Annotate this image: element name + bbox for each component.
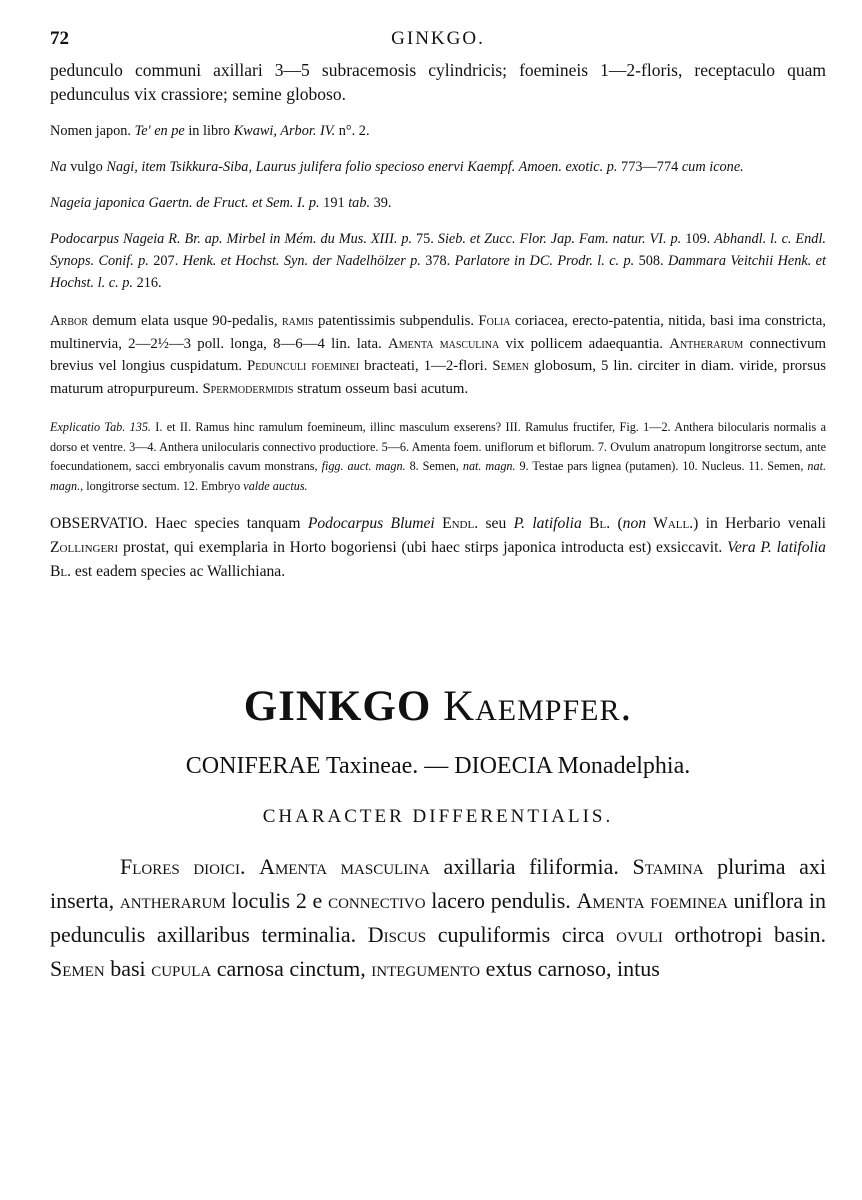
char-h: loculis 2 e (225, 888, 329, 913)
char-n: cupuliformis circa (426, 922, 617, 947)
syn1-e: n°. 2. (335, 123, 370, 139)
syn4-d: 109. (681, 231, 715, 247)
desc-t7: Amenta masculina (388, 335, 500, 352)
desc-t9: Antherarum (669, 335, 744, 352)
char-c: Amenta masculina (259, 854, 430, 879)
syn1-b: Te' en pe (134, 123, 185, 139)
char-m: Discus (367, 922, 427, 947)
syn1-d: Kwawi, Arbor. IV. (233, 123, 336, 139)
char-j: lacero pendulis. (425, 888, 577, 913)
desc-t16: stratum osseum basi acutum. (293, 380, 469, 397)
intro-paragraph: pedunculo communi axillari 3—5 subracemosis cylindricis; foemineis 1—2-floris, receptaculo quam pedunculus vix crassiore; semine globoso. (50, 60, 826, 104)
desc-t6: coriacea, erecto-patentia, nitida, basi ima constricta, multinervia, 2—2½—3 poll. longa, 8—6—4 lin. lata. (50, 313, 826, 352)
obs-o: Bl. (50, 563, 72, 580)
syn3-a: Nageia japonica Gaertn. de Fruct. et Sem. I. p. (50, 195, 320, 211)
char-b (245, 854, 259, 879)
expl-b: I. et II. Ramus hinc ramulum foemineum, illinc masculum exserens? III. Ramulus fructifer, Fig. 1—2. Anthera bilocularis normalis a dorso et ventre. 3—4. Anthera unilocularis connectivo productiore. 5—6. Amenta foem. uniflorum et biflorum. 7. Ovulum anatropum longitrorse sectum, ante foecundationem, sacci embryonalis cavum monstrans, (50, 420, 827, 473)
char-k: Amenta foeminea (576, 888, 728, 913)
syn4-g: Henk. et Hochst. Syn. der Nadelhölzer p. (182, 253, 421, 269)
char-q: Semen (50, 956, 105, 981)
char-r: basi (104, 956, 152, 981)
expl-e: nat. magn. (462, 459, 516, 473)
page-number: 72 (50, 28, 69, 49)
character-paragraph (50, 850, 826, 986)
syn2-b: vulgo (66, 159, 107, 175)
char-o: ovuli (616, 922, 663, 947)
character-heading: CHARACTER DIFFERENTIALIS. (262, 806, 614, 827)
expl-d: 8. Semen, (405, 459, 463, 473)
char-v: extus carnoso, intus (480, 956, 660, 981)
syn2-c: Nagi, item Tsikkura-Siba, Laurus julifera folio specioso enervi Kaempf. Amoen. exotic. p. (106, 159, 618, 175)
syn4-c: Sieb. et Zucc. Flor. Jap. Fam. natur. VI. p. (437, 231, 682, 247)
synonym-4 (50, 228, 826, 294)
desc-t5: Folia (478, 313, 511, 329)
desc-t15: Spermodermidis (202, 380, 294, 397)
syn4-j: 508. (634, 253, 668, 269)
syn4-k: Dammara Veitchii Henk. et Hochst. l. c. p. (50, 253, 826, 291)
syn3-d: 39. (370, 195, 392, 211)
obs-c: Podocarpus Blumei (307, 515, 435, 532)
syn2-a: Na (50, 159, 67, 175)
char-e: Stamina (632, 854, 704, 879)
syn2-e: cum icone. (681, 159, 744, 175)
syn4-i: Parlatore in DC. Prodr. l. c. p. (454, 253, 635, 269)
genus-name: GINKGO (243, 683, 432, 730)
synonym-2 (50, 156, 826, 178)
classification: CONIFERAE Taxineae. — DIOECIA Monadelphia. (185, 753, 691, 779)
genus-author: Kaempfer. (431, 683, 633, 730)
obs-e: seu (478, 515, 514, 532)
desc-t4: patentissimis subpendulis. (313, 313, 479, 329)
syn4-a: Podocarpus Nageia R. Br. ap. Mirbel in Mém. du Mus. XIII. p. (50, 231, 413, 247)
obs-k: ) in Herbario venali (693, 515, 827, 532)
expl-c: figg. auct. magn. (321, 459, 406, 473)
expl-a: Explicatio Tab. 135. (50, 420, 151, 434)
desc-t13: Semen (492, 358, 529, 374)
char-s: cupula (151, 956, 212, 981)
expl-f: 9. Testae pars lignea (putamen). 10. Nucleus. 11. Semen, (515, 459, 808, 473)
char-p: orthotropi basin. (662, 922, 826, 947)
observatio-paragraph (50, 512, 826, 584)
char-i: connectivo (328, 888, 426, 913)
running-title: GINKGO. (391, 28, 485, 49)
description-paragraph (50, 310, 826, 400)
desc-t10: connectivum brevius vel longius cuspidatum. (50, 335, 826, 374)
syn1-a: Nomen japon. (50, 123, 135, 139)
desc-t11: Pedunculi foeminei (247, 358, 360, 374)
obs-b: Haec species tanquam (147, 515, 308, 532)
syn4-e: Abhandl. l. c. Endl. Synops. Conif. p. (50, 231, 826, 269)
desc-t2: demum elata usque 90-pedalis, (87, 313, 282, 329)
char-g: antherarum (119, 888, 226, 913)
obs-g: Bl. (581, 515, 611, 532)
obs-a: OBSERVATIO. (50, 515, 148, 532)
char-a: Flores dioici. (120, 854, 246, 879)
obs-l: Zollingeri (50, 539, 119, 556)
page (50, 28, 826, 986)
desc-t14: globosum, 5 lin. circiter in diam. viride, prorsus maturum atropurpureum. (50, 358, 826, 397)
expl-g: nat. magn. (50, 459, 827, 493)
char-d: axillaria filiformia. (429, 854, 633, 879)
desc-t1: Arbor (50, 313, 88, 329)
syn1-c: in libro (184, 123, 234, 139)
obs-i: non (622, 515, 647, 532)
obs-d: Endl. (434, 515, 479, 532)
obs-f: P. latifolia (513, 515, 582, 532)
obs-j: Wall. (646, 515, 694, 532)
expl-i: valde auctus. (243, 478, 308, 493)
expl-h: , longitrorse sectum. 12. Embryo (80, 478, 244, 493)
syn4-b: 75. (412, 231, 438, 247)
char-u: integumento (371, 956, 481, 981)
char-t: carnosa cinctum, (211, 956, 372, 981)
obs-p: est eadem species ac Wallichiana. (71, 563, 286, 580)
running-head (50, 28, 826, 58)
obs-h: ( (610, 515, 623, 532)
syn3-b: 191 (319, 195, 349, 211)
desc-t8: vix pollicem adaequantia. (499, 335, 670, 352)
synonym-1 (50, 120, 826, 142)
syn3-c: tab. (348, 195, 371, 211)
obs-n: Vera P. latifolia (727, 539, 826, 556)
char-f: plurima axi inserta, (50, 854, 827, 913)
syn2-d: 773—774 (617, 159, 682, 175)
plate-explanation (50, 418, 826, 496)
syn4-l: 216. (133, 275, 162, 291)
syn4-f: 207. (148, 253, 183, 269)
synonym-3 (50, 192, 826, 214)
genus-heading (50, 682, 826, 731)
syn4-h: 378. (420, 253, 455, 269)
char-l: uniflora in pedunculis axillaribus terminalia. (50, 888, 826, 947)
desc-t3: ramis (281, 313, 314, 329)
desc-t12: bracteati, 1—2-flori. (359, 358, 493, 374)
obs-m: prostat, qui exemplaria in Horto bogoriensi (ubi haec stirps japonica introducta est) exsiccavit. (118, 539, 728, 556)
